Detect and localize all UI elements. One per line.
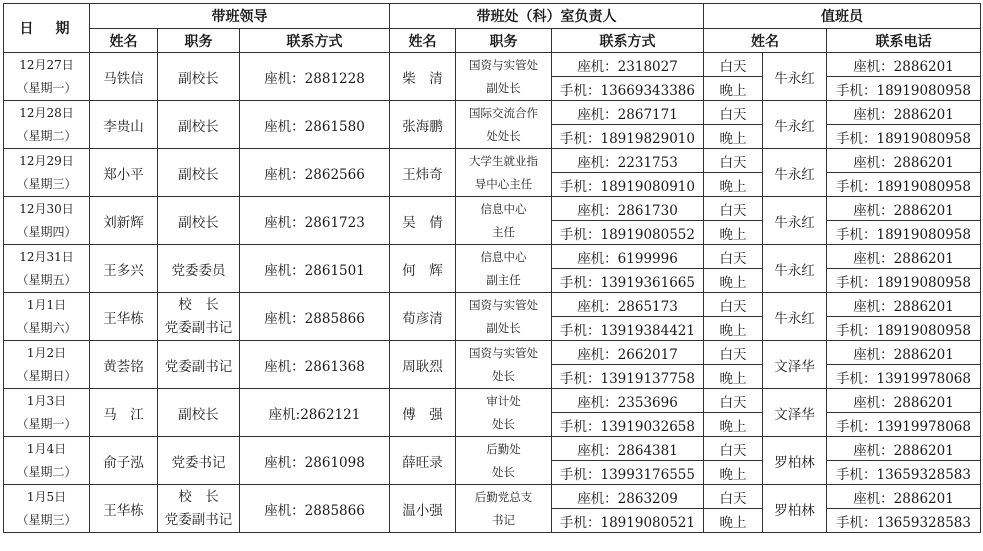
leader-name: 马 江 — [90, 389, 158, 437]
leader-name: 郑小平 — [90, 149, 158, 197]
date-text: 12月30日 — [19, 201, 74, 216]
dept-tel: 座机：2231753 — [552, 149, 704, 173]
dept-position-line: 导中心主任 — [474, 176, 533, 191]
staff-mobile: 手机：18919080958 — [827, 221, 981, 245]
leader-name: 王多兴 — [90, 245, 158, 293]
date-text: 12月31日 — [19, 249, 74, 264]
dept-position-line: 审计处 — [486, 393, 521, 408]
dept-position — [456, 245, 552, 293]
dept-mobile: 手机：18919080910 — [552, 173, 704, 197]
dept-mobile: 手机：13919384421 — [552, 317, 704, 341]
staff-mobile: 手机：13919978068 — [827, 413, 981, 437]
dept-position-line: 处处长 — [486, 128, 521, 143]
staff-mobile: 手机：13919978068 — [827, 365, 981, 389]
staff-mobile: 手机：18919080958 — [827, 125, 981, 149]
dept-tel: 座机：2863209 — [552, 485, 704, 509]
leader-position: 党委书记 — [158, 437, 240, 485]
dept-tel: 座机：2867171 — [552, 101, 704, 125]
date-cell — [4, 389, 90, 437]
header-dept-position: 职务 — [456, 29, 552, 53]
dept-position — [456, 485, 552, 533]
header-leader-name: 姓名 — [90, 29, 158, 53]
dept-position-line: 副主任 — [486, 272, 521, 287]
dept-position — [456, 293, 552, 341]
dept-name: 温小强 — [390, 485, 456, 533]
shift-day: 白天 — [704, 197, 763, 221]
shift-day: 白天 — [704, 341, 763, 365]
staff-name: 罗柏林 — [763, 437, 827, 485]
shift-night: 晚上 — [704, 461, 763, 485]
dept-tel: 座机：2353696 — [552, 389, 704, 413]
dept-position-line: 处长 — [492, 368, 515, 383]
dept-name: 吴 倩 — [390, 197, 456, 245]
leader-name: 俞子泓 — [90, 437, 158, 485]
date-cell — [4, 485, 90, 533]
table-row — [4, 293, 981, 317]
weekday-text: （星期日） — [16, 368, 77, 383]
weekday-text: （星期三） — [16, 176, 77, 191]
table-row — [4, 101, 981, 125]
dept-position-line: 大学生就业指 — [469, 153, 538, 168]
dept-mobile: 手机：13993176555 — [552, 461, 704, 485]
date-cell — [4, 245, 90, 293]
dept-position — [456, 389, 552, 437]
dept-tel: 座机：2864381 — [552, 437, 704, 461]
staff-name: 牛永红 — [763, 245, 827, 293]
staff-tel: 座机：2886201 — [827, 293, 981, 317]
shift-night: 晚上 — [704, 509, 763, 533]
date-text: 1月1日 — [26, 297, 67, 312]
leader-tel: 座机：2885866 — [240, 293, 390, 341]
staff-mobile: 手机：18919080958 — [827, 269, 981, 293]
shift-night: 晚上 — [704, 413, 763, 437]
shift-day: 白天 — [704, 149, 763, 173]
leader-position: 党委委员 — [158, 245, 240, 293]
shift-night: 晚上 — [704, 173, 763, 197]
staff-tel: 座机：2886201 — [827, 101, 981, 125]
table-row — [4, 437, 981, 461]
dept-position-line: 后勤党总支 — [474, 489, 533, 504]
leader-tel: 座机：2861368 — [240, 341, 390, 389]
staff-name: 文泽华 — [763, 341, 827, 389]
staff-name: 罗柏林 — [763, 485, 827, 533]
dept-position-line: 书记 — [492, 512, 515, 527]
header-dept-name: 姓名 — [390, 29, 456, 53]
leader-tel: 座机：2861723 — [240, 197, 390, 245]
leader-name: 王华栋 — [90, 485, 158, 533]
header-dept-group: 带班处（科）室负责人 — [390, 4, 704, 29]
header-leader-contact: 联系方式 — [240, 29, 390, 53]
dept-tel: 座机：2662017 — [552, 341, 704, 365]
leader-name: 黄荟铭 — [90, 341, 158, 389]
dept-mobile: 手机：18919829010 — [552, 125, 704, 149]
weekday-text: （星期一） — [16, 80, 77, 95]
weekday-text: （星期一） — [16, 416, 77, 431]
staff-name: 牛永红 — [763, 293, 827, 341]
leader-position-line: 校 长 — [178, 488, 219, 505]
staff-tel: 座机：2886201 — [827, 53, 981, 77]
leader-position — [158, 485, 240, 533]
dept-mobile: 手机：18919080521 — [552, 509, 704, 533]
header-leader-position: 职务 — [158, 29, 240, 53]
date-text: 1月3日 — [26, 393, 67, 408]
shift-day: 白天 — [704, 53, 763, 77]
leader-tel: 座机：2861501 — [240, 245, 390, 293]
date-cell — [4, 341, 90, 389]
leader-tel: 座机：2881228 — [240, 53, 390, 101]
staff-tel: 座机：2886201 — [827, 245, 981, 269]
leader-tel: 座机：2861580 — [240, 101, 390, 149]
leader-position: 副校长 — [158, 197, 240, 245]
dept-position — [456, 197, 552, 245]
shift-night: 晚上 — [704, 125, 763, 149]
dept-tel: 座机：2865173 — [552, 293, 704, 317]
weekday-text: （星期三） — [16, 512, 77, 527]
dept-tel: 座机：6199996 — [552, 245, 704, 269]
dept-mobile: 手机：13919137758 — [552, 365, 704, 389]
shift-night: 晚上 — [704, 365, 763, 389]
leader-name: 李贵山 — [90, 101, 158, 149]
dept-mobile: 手机：13919361665 — [552, 269, 704, 293]
dept-position-line: 后勤处 — [486, 441, 521, 456]
staff-name: 牛永红 — [763, 53, 827, 101]
staff-name: 牛永红 — [763, 149, 827, 197]
table-row — [4, 245, 981, 269]
date-cell — [4, 437, 90, 485]
table-row — [4, 53, 981, 77]
leader-tel: 座机：2885866 — [240, 485, 390, 533]
header-staff-phone: 联系电话 — [827, 29, 981, 53]
staff-tel: 座机：2886201 — [827, 149, 981, 173]
dept-mobile: 手机：18919080552 — [552, 221, 704, 245]
date-text: 12月27日 — [19, 57, 74, 72]
schedule-body — [4, 53, 981, 533]
weekday-text: （星期二） — [16, 464, 77, 479]
leader-position: 副校长 — [158, 389, 240, 437]
dept-mobile: 手机：13919032658 — [552, 413, 704, 437]
shift-night: 晚上 — [704, 77, 763, 101]
dept-name: 何 辉 — [390, 245, 456, 293]
dept-position-line: 副处长 — [486, 320, 521, 335]
duty-schedule-table — [3, 3, 981, 533]
date-cell — [4, 197, 90, 245]
header-date: 日 期 — [4, 4, 90, 53]
date-cell — [4, 101, 90, 149]
dept-tel: 座机：2861730 — [552, 197, 704, 221]
weekday-text: （星期二） — [16, 128, 77, 143]
dept-name: 张海鹏 — [390, 101, 456, 149]
leader-tel: 座机：2862566 — [240, 149, 390, 197]
dept-tel: 座机：2318027 — [552, 53, 704, 77]
header-leader-group: 带班领导 — [90, 4, 390, 29]
leader-position: 副校长 — [158, 149, 240, 197]
dept-name: 柴 清 — [390, 53, 456, 101]
table-row — [4, 149, 981, 173]
dept-position-line: 处长 — [492, 416, 515, 431]
dept-name: 王炜奇 — [390, 149, 456, 197]
dept-position-line: 国际交流合作 — [469, 105, 538, 120]
staff-mobile: 手机：18919080958 — [827, 77, 981, 101]
leader-name: 王华栋 — [90, 293, 158, 341]
weekday-text: （星期四） — [16, 224, 77, 239]
header-row-columns — [4, 29, 981, 53]
leader-position: 副校长 — [158, 53, 240, 101]
dept-name: 荀彦清 — [390, 293, 456, 341]
dept-position-line: 信息中心 — [480, 249, 527, 264]
dept-position-line: 信息中心 — [480, 201, 527, 216]
table-row — [4, 197, 981, 221]
staff-tel: 座机：2886201 — [827, 389, 981, 413]
dept-position-line: 国资与实管处 — [469, 57, 538, 72]
dept-name: 周耿烈 — [390, 341, 456, 389]
shift-day: 白天 — [704, 101, 763, 125]
date-cell — [4, 293, 90, 341]
staff-name: 牛永红 — [763, 101, 827, 149]
dept-position-line: 国资与实管处 — [469, 345, 538, 360]
staff-mobile: 手机：13659328583 — [827, 461, 981, 485]
date-cell — [4, 53, 90, 101]
staff-name: 文泽华 — [763, 389, 827, 437]
date-text: 12月28日 — [19, 105, 74, 120]
staff-tel: 座机：2886201 — [827, 437, 981, 461]
date-text: 1月5日 — [26, 489, 67, 504]
leader-position: 副校长 — [158, 101, 240, 149]
dept-position-line: 国资与实管处 — [469, 297, 538, 312]
staff-tel: 座机：2886201 — [827, 341, 981, 365]
dept-position — [456, 341, 552, 389]
weekday-text: （星期五） — [16, 272, 77, 287]
shift-night: 晚上 — [704, 269, 763, 293]
dept-name: 傅 强 — [390, 389, 456, 437]
header-staff-name: 姓名 — [704, 29, 827, 53]
header-staff-group: 值班员 — [704, 4, 981, 29]
shift-day: 白天 — [704, 245, 763, 269]
shift-day: 白天 — [704, 437, 763, 461]
header-dept-contact: 联系方式 — [552, 29, 704, 53]
leader-tel: 座机：2861098 — [240, 437, 390, 485]
table-row — [4, 485, 981, 509]
table-row — [4, 341, 981, 365]
leader-position-line: 校 长 — [178, 296, 219, 313]
leader-position-line: 党委副书记 — [164, 319, 233, 336]
staff-tel: 座机：2886201 — [827, 197, 981, 221]
leader-position-line: 党委副书记 — [164, 511, 233, 528]
shift-day: 白天 — [704, 389, 763, 413]
staff-name: 牛永红 — [763, 197, 827, 245]
staff-tel: 座机：2886201 — [827, 485, 981, 509]
staff-mobile: 手机：13659328583 — [827, 509, 981, 533]
staff-mobile: 手机：18919080958 — [827, 317, 981, 341]
header-row-groups — [4, 4, 981, 29]
leader-position — [158, 293, 240, 341]
dept-position — [456, 101, 552, 149]
weekday-text: （星期六） — [16, 320, 77, 335]
staff-mobile: 手机：18919080958 — [827, 173, 981, 197]
dept-position-line: 处长 — [492, 464, 515, 479]
dept-position — [456, 53, 552, 101]
dept-position-line: 副处长 — [486, 80, 521, 95]
dept-name: 薛旺录 — [390, 437, 456, 485]
date-cell — [4, 149, 90, 197]
date-text: 12月29日 — [19, 153, 74, 168]
shift-night: 晚上 — [704, 317, 763, 341]
dept-position — [456, 149, 552, 197]
dept-mobile: 手机：13669343386 — [552, 77, 704, 101]
dept-position — [456, 437, 552, 485]
leader-name: 刘新辉 — [90, 197, 158, 245]
shift-day: 白天 — [704, 485, 763, 509]
shift-night: 晚上 — [704, 221, 763, 245]
dept-position-line: 主任 — [492, 224, 515, 239]
shift-day: 白天 — [704, 293, 763, 317]
leader-position: 党委副书记 — [158, 341, 240, 389]
leader-tel: 座机:2862121 — [240, 389, 390, 437]
table-row — [4, 389, 981, 413]
leader-name: 马铁信 — [90, 53, 158, 101]
date-text: 1月2日 — [26, 345, 67, 360]
date-text: 1月4日 — [26, 441, 67, 456]
